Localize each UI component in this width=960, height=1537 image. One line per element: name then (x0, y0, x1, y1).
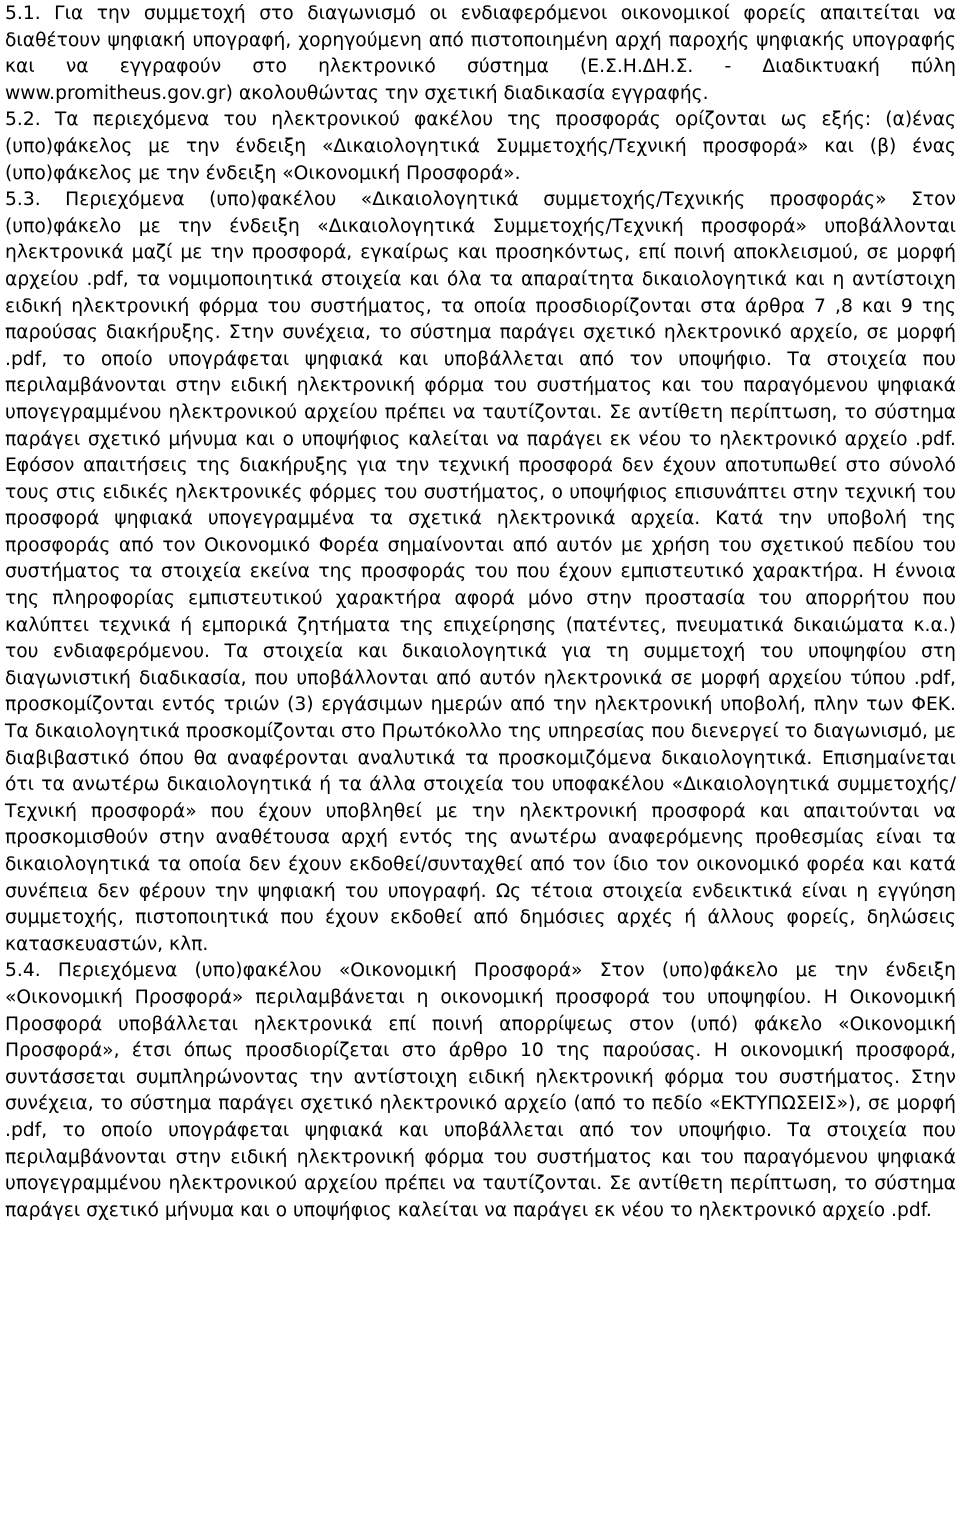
paragraph-5-2: 5.2. Τα περιεχόμενα του ηλεκτρονικού φακέλου της προσφοράς ορίζονται ως εξής: (α)ένας (υπο)φάκελος με την ένδειξη «Δικαιολογητικά Συμμετοχής/Τεχνική προσφορά» και (β) ένας (υπο)φάκελος με την ένδειξη «Οικονομική Προσφορά». (5, 109, 956, 184)
paragraph-5-3: 5.3. Περιεχόμενα (υπο)φακέλου «Δικαιολογητικά συμμετοχής/Τεχνικής προσφοράς» Στον (υπο)φάκελο με την ένδειξη «Δικαιολογητικά Συμμετοχής/Τεχνική προσφορά» υποβάλλονται ηλεκτρονικά μαζί με την προσφορά, εγκαίρως και προσηκόντως, επί ποινή αποκλεισμού, σε μορφή αρχείου .pdf, τα νομιμοποιητικά στοιχεία και όλα τα απαραίτητα δικαιολογητικά και η αντίστοιχη ειδική ηλεκτρονική φόρμα του συστήματος, τα οποία προσδιορίζονται στα άρθρα 7 ,8 και 9 της παρούσας διακήρυξης. Στην συνέχεια, το σύστημα παράγει σχετικό ηλεκτρονικό αρχείο, σε μορφή .pdf, το οποίο υπογράφεται ψηφιακά και υποβάλλεται από τον υποψήφιο. Τα στοιχεία που περιλαμβάνονται στην ειδική ηλεκτρονική φόρμα του συστήματος και του παραγόμενου ψηφιακά υπογεγραμμένου ηλεκτρονικού αρχείου πρέπει να ταυτίζονται. Σε αντίθετη περίπτωση, το σύστημα παράγει σχετικό μήνυμα και ο υποψήφιος καλείται να παράγει εκ νέου το ηλεκτρονικό αρχείο .pdf. Εφόσον απαιτήσεις της διακήρυξης για την τεχνική προσφορά δεν έχουν αποτυπωθεί στο σύνολό τους στις ειδικές ηλεκτρονικές φόρμες του συστήματος, ο υποψήφιος επισυνάπτει στην τεχνική του προσφορά ψηφιακά υπογεγραμμένα τα σχετικά ηλεκτρονικά αρχεία. Κατά την υποβολή της προσφοράς από τον Οικονομικό Φορέα σημαίνονται από αυτόν με χρήση του σχετικού πεδίου του συστήματος τα στοιχεία εκείνα της προσφοράς του που έχουν εμπιστευτικό χαρακτήρα. Η έννοια της πληροφορίας εμπιστευτικού χαρακτήρα αφορά μόνο στην προστασία του απορρήτου που καλύπτει τεχνικά ή εμπορικά ζητήματα της επιχείρησης (πατέντες, πνευματικά δικαιώματα κ.α.) του ενδιαφερόμενου. Τα στοιχεία και δικαιολογητικά για τη συμμετοχή του υποψηφίου στη διαγωνιστική διαδικασία, που υποβάλλονται από αυτόν ηλεκτρονικά σε μορφή αρχείου τύπου .pdf, προσκομίζονται εντός τριών (3) εργάσιμων ημερών από την ηλεκτρονική υποβολή, πλην των ΦΕΚ. Τα δικαιολογητικά προσκομίζονται στο Πρωτόκολλο της υπηρεσίας που διενεργεί το διαγωνισμό, με διαβιβαστικό όπου θα αναφέρονται αναλυτικά τα προσκομιζόμενα δικαιολογητικά. Επισημαίνεται ότι τα ανωτέρω δικαιολογητικά ή τα άλλα στοιχεία του υποφακέλου «Δικαιολογητικά συμμετοχής/ Τεχνική προσφορά» που έχουν υποβληθεί με την ηλεκτρονική προσφορά και απαιτούνται να προσκομισθούν στην αναθέτουσα αρχή εντός της ανωτέρω αναφερόμενης προθεσμίας είναι τα δικαιολογητικά τα οποία δεν έχουν εκδοθεί/συνταχθεί από τον ίδιο τον οικονομικό φορέα και κατά συνέπεια δεν φέρουν την ψηφιακή του υπογραφή. Ως τέτοια στοιχεία ενδεικτικά είναι η εγγύηση συμμετοχής, πιστοποιητικά που έχουν εκδοθεί από δημόσιες αρχές ή άλλους φορείς, δηλώσεις κατασκευαστών, κλπ. (5, 189, 956, 955)
paragraph-5-4: 5.4. Περιεχόμενα (υπο)φακέλου «Οικονομική Προσφορά» Στον (υπο)φάκελο με την ένδειξη «Οικονομική Προσφορά» περιλαμβάνεται η οικονομική προσφορά του υποψηφίου. Η Οικονομική Προσφορά υποβάλλεται ηλεκτρονικά επί ποινή απορρίψεως στον (υπό) φάκελο «Οικονομική Προσφορά», έτσι όπως προσδιορίζεται στο άρθρο 10 της παρούσας. Η οικονομική προσφορά, συντάσσεται συμπληρώνοντας την αντίστοιχη ειδική ηλεκτρονική φόρμα του συστήματος. Στην συνέχεια, το σύστημα παράγει σχετικό ηλεκτρονικό αρχείο (από το πεδίο «ΕΚΤΥΠΩΣΕΙΣ»), σε μορφή .pdf, το οποίο υπογράφεται ψηφιακά και υποβάλλεται από τον υποψήφιο. Τα στοιχεία που περιλαμβάνονται στην ειδική ηλεκτρονική φόρμα του συστήματος και του παραγόμενου ψηφιακά υπογεγραμμένου ηλεκτρονικού αρχείου πρέπει να ταυτίζονται. Σε αντίθετη περίπτωση, το σύστημα παράγει σχετικό μήνυμα και ο υποψήφιος καλείται να παράγει εκ νέου το ηλεκτρονικό αρχείο .pdf. (5, 960, 956, 1221)
paragraph-5-1: 5.1. Για την συμμετοχή στο διαγωνισμό οι ενδιαφερόμενοι οικονομικοί φορείς απαιτείται να διαθέτουν ψηφιακή υπογραφή, χορηγούμενη από πιστοποιημένη αρχή παροχής ψηφιακής υπογραφής και να εγγραφούν στο ηλεκτρονικό σύστημα (Ε.Σ.Η.ΔΗ.Σ. - Διαδικτυακή πύλη www.promitheus.gov.gr) ακολουθώντας την σχετική διαδικασία εγγραφής. (5, 3, 956, 104)
